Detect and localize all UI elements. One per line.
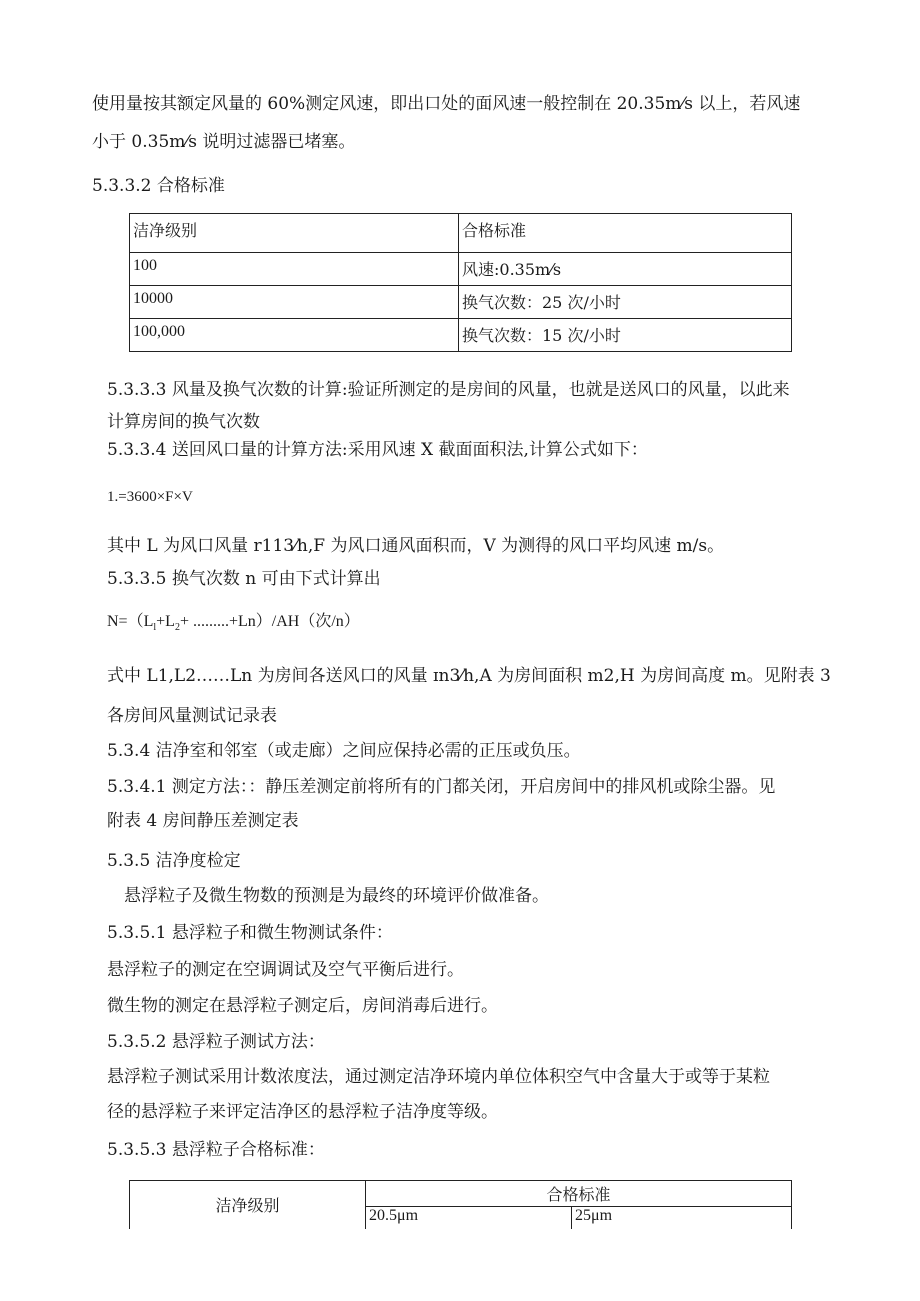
formula-part: N=（L: [107, 613, 154, 630]
table-header-cell: 洁净级别: [130, 214, 459, 253]
paragraph-line: 悬浮粒子及微生物数的预测是为最终的环境评价做准备。: [124, 886, 549, 906]
paragraph-line: 5.3.5.1 悬浮粒子和微生物测试条件：: [107, 923, 393, 943]
table-cell: 10000: [130, 286, 459, 319]
table-header-cell: 合格标准: [366, 1181, 792, 1207]
paragraph-line: 5.3.3.4 送回风口量的计算方法:采用风速 X 截面面积法,计算公式如下：: [107, 440, 648, 460]
table-cell: 100,000: [130, 319, 459, 352]
table-cell: 换气次数：25 次/小时: [459, 286, 792, 319]
formula-part: + .........+Ln）/AH（次/n）: [179, 613, 360, 630]
table-header-row: [130, 1181, 792, 1207]
paragraph-line: 5.3.4.1 测定方法：：静压差测定前将所有的门都关闭，开启房间中的排风机或除尘器。见: [107, 777, 776, 797]
paragraph-line: 5.3.5.3 悬浮粒子合格标准：: [107, 1140, 325, 1160]
particle-standard-table: [129, 1180, 792, 1229]
paragraph-line: 微生物的测定在悬浮粒子测定后，房间消毒后进行。: [107, 996, 498, 1016]
table-row: [130, 253, 792, 286]
paragraph-line: 5.3.3.5 换气次数 n 可由下式计算出: [107, 569, 381, 589]
paragraph-line: 计算房间的换气次数: [107, 412, 260, 432]
table-cell: 100: [130, 253, 459, 286]
table-cell: 换气次数：15 次/小时: [459, 319, 792, 352]
table-row: [130, 319, 792, 352]
paragraph-line: 5.3.5.2 悬浮粒子测试方法：: [107, 1032, 325, 1052]
section-heading: 5.3.5 洁净度检定: [107, 851, 241, 871]
table-cell: 20.5μm: [366, 1207, 572, 1229]
paragraph-line: 式中 L1,L2……Ln 为房间各送风口的风量 ɪn3⁄h,A 为房间面积 m2,H 为房间高度 m。见附表 3: [107, 666, 831, 686]
paragraph-line: 使用量按其额定风量的 60%测定风速，即出口处的面风速一般控制在 20.35m⁄s 以上，若风速: [92, 94, 801, 114]
formula: [107, 611, 360, 639]
paragraph-line: 悬浮粒子的测定在空调调试及空气平衡后进行。: [107, 960, 464, 980]
formula: 1.=3600×F×V: [107, 489, 193, 505]
paragraph-line: 其中 L 为风口风量 r113⁄h,F 为风口通风面积而，V 为测得的风口平均风速 m/s。: [107, 536, 725, 556]
table-row: [130, 286, 792, 319]
paragraph-line: 悬浮粒子测试采用计数浓度法，通过测定洁净环境内单位体积空气中含量大于或等于某粒: [107, 1067, 770, 1087]
table-header-row: [130, 214, 792, 253]
paragraph-line: 各房间风量测试记录表: [107, 706, 277, 726]
qualification-standard-table: [129, 213, 792, 352]
paragraph-line: 5.3.4 洁净室和邻室（或走廊）之间应保持必需的正压或负压。: [107, 741, 581, 761]
table-cell: 25μm: [572, 1207, 792, 1229]
paragraph-line: 径的悬浮粒子来评定洁净区的悬浮粒子洁净度等级。: [107, 1102, 498, 1122]
formula-part: +L: [156, 613, 175, 630]
section-heading: 5.3.3.2 合格标准: [92, 176, 225, 196]
formula-subscript: 2: [174, 622, 180, 634]
paragraph-line: 小于 0.35m⁄s 说明过滤器已堵塞。: [92, 132, 356, 152]
paragraph-line: 5.3.3.3 风量及换气次数的计算:验证所测定的是房间的风量，也就是送风口的风量，以此来: [107, 380, 790, 400]
table-cell: 风速:0.35m⁄s: [459, 253, 792, 286]
table-header-cell: 洁净级别: [130, 1181, 366, 1229]
paragraph-line: 附表 4 房间静压差测定表: [107, 811, 299, 831]
table-header-cell: 合格标准: [459, 214, 792, 253]
formula-subscript: l: [153, 622, 157, 634]
